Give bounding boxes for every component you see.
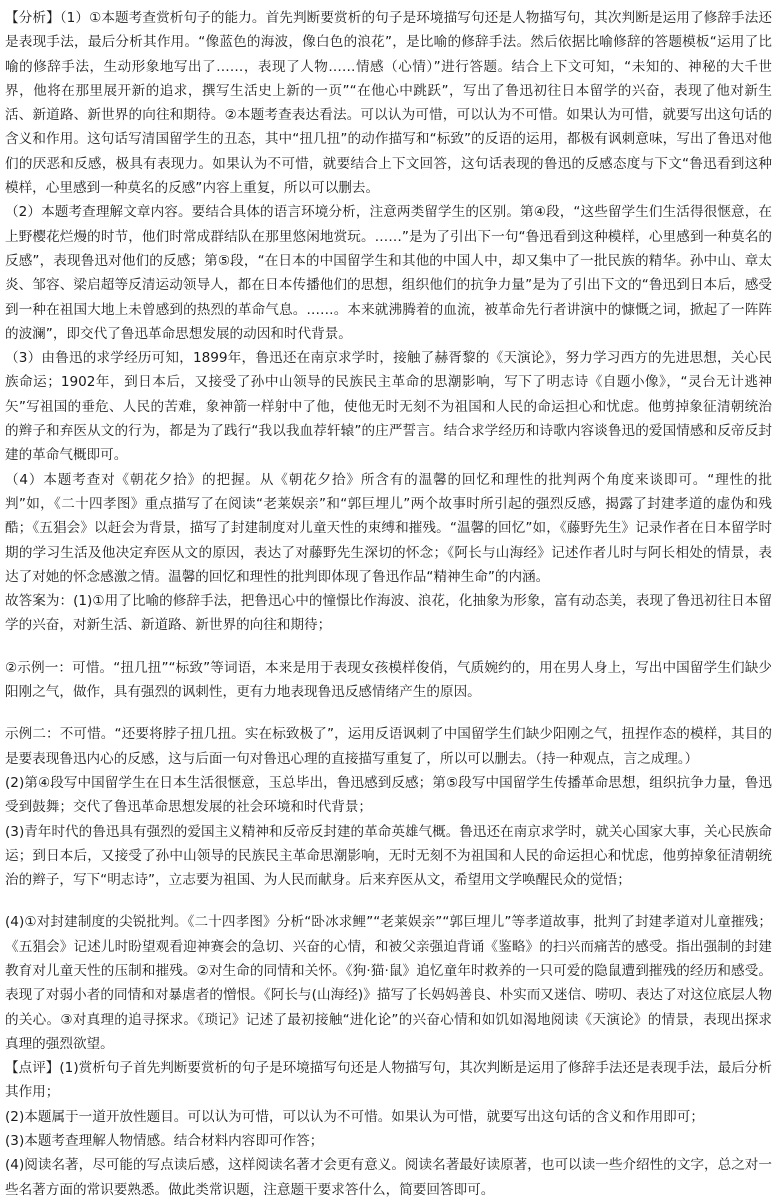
comment-4: (4)阅读名著，尽可能的写点读后感，这样阅读名著才会更有意义。阅读名著最好读原著，也可以读一些介绍性的文字，总之对一些名著方面的常识要熟悉。做此类常识题，注意题干要求答什么，简要回答即可。 — [5, 1157, 772, 1198]
analysis-part-2: （2）本题考查理解文章内容。要结合具体的语言环境分析，注意两类留学生的区别。第④段，“这些留学生们生活得很惬意，在上野樱花烂熳的时节，他们时常成群结队在那里悠闲地赏玩。……”是为了引出下一句“鲁迅看到这种模样，心里感到一种莫名的反感”，表现鲁迅对他们的反感；第⑤段，“在日本的中国留学生和其他的中国人中，却又集中了一批民族的精华。孙中山、章太炎、邹容、梁启超等反清运动领导人，都在日本传播他们的思想，组织他们的抗争力量”是为了引出下文的“鲁迅到日本后，感受到一种在祖国大地上未曾感到的热烈的革命气息。……。本来就沸腾着的血流，被革命先行者讲演中的慷慨之词，掀起了一阵阵的波澜”，即交代了鲁迅革命思想发展的动因和时代背景。 — [5, 204, 772, 342]
answer-2: (2)第④段写中国留学生在日本生活很惬意，玉总毕出，鲁迅感到反感；第⑤段写中国留学生传播革命思想，组织抗争力量，鲁迅受到鼓舞；交代了鲁迅革命思想发展的社会环境和时代背景； — [5, 774, 772, 816]
answer-example-2: 示例二：不可惜。“还要将脖子扭几扭。实在标致极了”，运用反语讽刺了中国留学生们缺少阳刚之气，扭捏作态的模样，其目的是要表现鲁迅内心的反感，这与后面一句对鲁迅心理的直接描写重复了，所以可以删去。（持一种观点，言之成理。） — [5, 726, 772, 767]
comment-1: 【点评】(1)赏析句子首先判断要赏析的句子是环境描写句还是人物描写句，其次判断是运用了修辞手法还是表现手法，最后分析其作用； — [5, 1060, 772, 1101]
answer-intro: 故答案为：(1)①用了比喻的修辞手法，把鲁迅心中的憧憬比作海波、浪花，化抽象为形象，富有动态美，表现了鲁迅初往日本留学的兴奋，对新生活、新道路、新世界的向往和期待； — [5, 593, 772, 634]
analysis-part-3: （3）由鲁迅的求学经历可知，1899年，鲁迅还在南京求学时，接触了赫胥黎的《天演论》，努力学习西方的先进思想，关心民族命运；1902年，到日本后，又接受了孙中山领导的民族民主革命的思潮影响，写下了明志诗《自题小像》，“灵台无计逃神矢”写祖国的垂危、人民的苦难，象神箭一样射中了他，使他无时无刻不为祖国和人民的命运担心和忧虑。他剪掉象征清朝统治的辫子和弃医从文的行为，都是为了践行“我以我血荐轩辕”的庄严誓言。结合求学经历和诗歌内容谈鲁迅的爱国情感和反帝反封建的革命气概即可。 — [5, 350, 772, 464]
analysis-part-4: （4）本题考查对《朝花夕拾》的把握。从《朝花夕拾》所含有的温馨的回忆和理性的批判两个角度来谈即可。“理性的批判”如，《二十四孝图》重点描写了在阅读“老莱娱亲”和“郭巨埋儿”两个故事时所引起的强烈反感，揭露了封建孝道的虚伪和残酷；《五猖会》以赶会为背景，描写了封建制度对儿童天性的束缚和摧残。“温馨的回忆”如，《藤野先生》记录作者在日本留学时期的学习生活及他决定弃医从文的原因，表达了对藤野先生深切的怀念；《阿长与山海经》记述作者儿时与阿长相处的情景，表达了对她的怀念感激之情。温馨的回忆和理性的批判即体现了鲁迅作品“精神生命”的内涵。 — [5, 471, 772, 585]
answer-3: (3)青年时代的鲁迅具有强烈的爱国主义精神和反帝反封建的革命英雄气概。鲁迅还在南京求学时，就关心国家大事，关心民族命运；到日本后，又接受了孙中山领导的民族民主革命思潮影响，无时无刻不为祖国和人民的命运担心和忧虑，他剪掉象征清朝统治的辫子，写下“明志诗”，立志要为祖国、为人民而献身。后来弃医从文，希望用文学唤醒民众的觉悟； — [5, 823, 772, 889]
analysis-part-1: 【分析】（1）①本题考查赏析句子的能力。首先判断要赏析的句子是环境描写句还是人物描写句，其次判断是运用了修辞手法还是表现手法，最后分析其作用。“像蓝色的海波，像白色的浪花”，是比喻的修辞手法。然后依据比喻修辞的答题模板“运用了比喻的修辞手法，生动形象地写出了……，表现了人物……情感（心情）”进行答题。结合上下文可知，“未知的、神秘的大千世界，他将在那里展开新的追求，撰写生活史上新的一页”“在他心中跳跃”，写出了鲁迅初往日本留学的兴奋，表现了他对新生活、新道路、新世界的向往和期待。②本题考查表达看法。可以认为可惜，可以认为不可惜。如果认为可惜，就要写出这句话的含义和作用。这句话写清国留学生的丑态，其中“扭几扭”的动作描写和“标致”的反语的运用，都极有讽刺意味，写出了鲁迅对他们的厌恶和反感，极具有表现力。如果认为不可惜，就要结合上下文回答，这句话表现的鲁迅的反感态度与下文“鲁迅看到这种模样，心里感到一种莫名的反感”内容上重复，所以可以删去。 — [5, 10, 772, 197]
comment-2: (2)本题属于一道开放性题目。可以认为可惜，可以认为不可惜。如果认为可惜，就要写出这句话的含义和作用即可； — [5, 1108, 704, 1125]
answer-example-1: ②示例一：可惜。“扭几扭”“标致”等词语，本来是用于表现女孩模样俊俏，气质婉约的，用在男人身上，写出中国留学生们缺少阳刚之气，做作，具有强烈的讽刺性，更有力地表现鲁迅反感情绪产生的原因。 — [5, 659, 772, 701]
answer-4: (4)①对封建制度的尖锐批判。《二十四孝图》分析“卧冰求鲤”“老莱娱亲”“郭巨埋儿”等孝道故事，批判了封建孝道对儿童摧残；《五猖会》记述儿时盼望观看迎神赛会的急切、兴奋的心情，和被父亲强迫背诵《鉴略》的扫兴而痛苦的感受。指出强制的封建教育对儿童天性的压制和摧残。②对生命的同情和关怀。《狗·猫·鼠》追忆童年时救养的一只可爱的隐鼠遭到摧残的经历和感受。表现了对弱小者的同情和对暴虐者的憎恨。《阿长与(山海经)》描写了长妈妈善良、朴实而又迷信、唠叨、表达了对这位底层人物的关心。③对真理的追寻探求。《琐记》记述了最初接触“进化论”的兴奋心情和如饥如渴地阅读《天演论》的情景，表现出探求真理的强烈欲望。 — [5, 914, 772, 1052]
comment-3: (3)本题考查理解人物情感。结合材料内容即可作答； — [5, 1133, 324, 1150]
